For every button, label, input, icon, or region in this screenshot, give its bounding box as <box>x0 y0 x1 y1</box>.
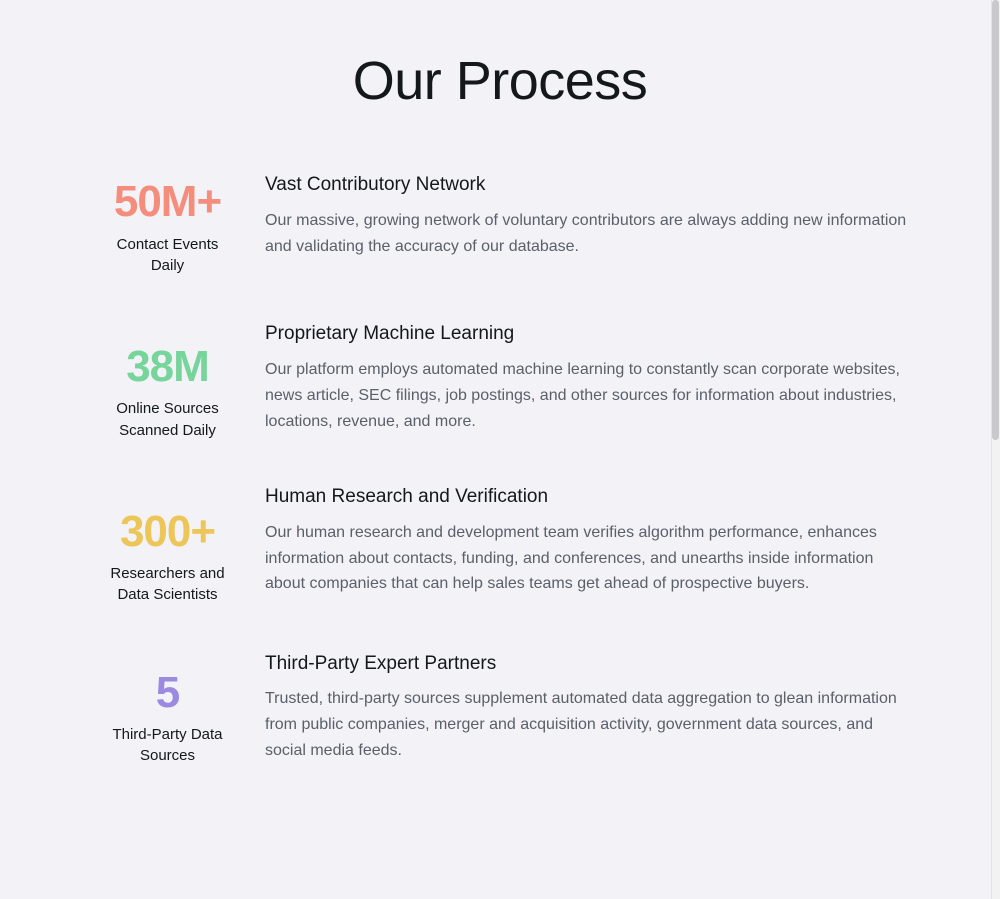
scrollbar[interactable] <box>991 0 1000 899</box>
text-block <box>245 173 920 260</box>
item-title: Third-Party Expert Partners <box>265 652 497 674</box>
list-item <box>0 652 1000 767</box>
process-list <box>0 173 1000 766</box>
stat-label-line: Data Scientists <box>117 586 218 604</box>
list-item <box>0 485 1000 606</box>
stat-label <box>90 398 245 441</box>
page-title: Our Process <box>352 51 648 111</box>
stat-block <box>90 173 245 276</box>
item-description: Our human research and development team verifies algorithm performance, enhances information about contacts, funding, and conferences, and unearths inside information about companies that can help sales teams get ahead of prospective buyers. <box>265 523 877 593</box>
stat-label-line: Sources <box>139 747 196 765</box>
stat-block <box>90 322 245 441</box>
item-description: Trusted, third-party sources supplement automated data aggregation to glean information from public companies, merger and acquisition activity, government data sources, and social media feeds. <box>265 690 897 760</box>
stat-label-line: Researchers and <box>110 565 225 583</box>
item-title: Proprietary Machine Learning <box>265 323 515 345</box>
stat-label-line: Scanned Daily <box>119 421 216 439</box>
stat-number: 300+ <box>119 506 216 556</box>
scrollbar-thumb[interactable] <box>992 0 999 440</box>
stat-label-line: Online Sources <box>116 400 219 418</box>
stat-label <box>90 563 245 606</box>
item-title: Vast Contributory Network <box>265 174 486 196</box>
item-description: Our massive, growing network of voluntary contributors are always adding new information and validating the accuracy of our database. <box>265 212 907 255</box>
text-block <box>245 322 920 434</box>
list-item <box>0 322 1000 441</box>
list-item <box>0 173 1000 276</box>
stat-block <box>90 485 245 606</box>
stat-block <box>90 652 245 767</box>
item-title: Human Research and Verification <box>265 485 549 507</box>
item-description: Our platform employs automated machine learning to constantly scan corporate websites, news article, SEC filings, job postings, and other sources for information about industries, locations, revenue, and more. <box>265 360 900 430</box>
text-block <box>245 485 920 597</box>
stat-number: 50M+ <box>113 177 222 227</box>
stat-label-line: Contact Events <box>116 235 219 253</box>
stat-number: 38M <box>126 342 209 392</box>
text-block <box>245 652 920 764</box>
stat-label <box>90 234 245 277</box>
stat-label-line: Third-Party Data <box>112 725 223 743</box>
stat-label <box>90 724 245 767</box>
stat-label-line: Daily <box>150 256 185 274</box>
stat-number: 5 <box>155 667 180 717</box>
